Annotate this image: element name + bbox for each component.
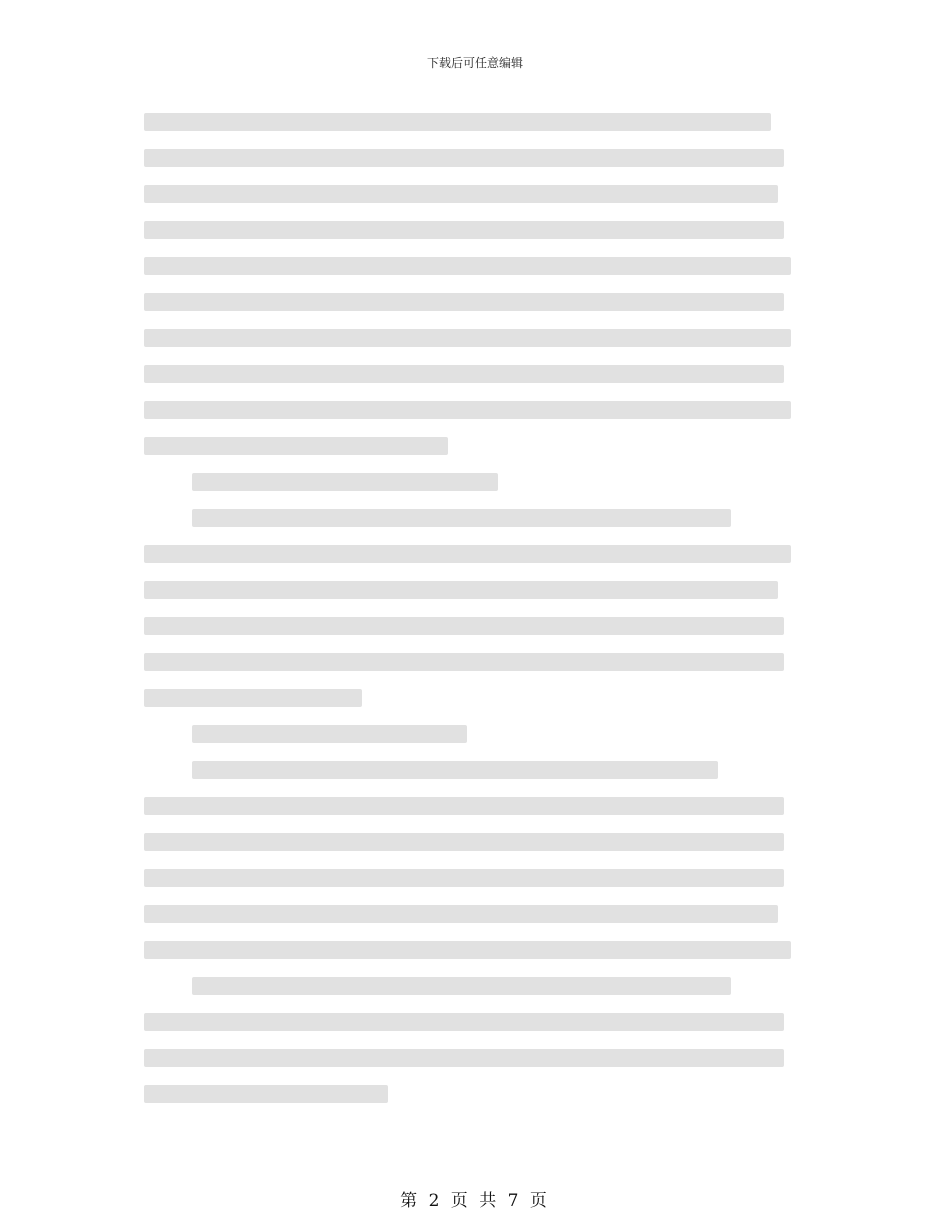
- text-line: [144, 212, 804, 248]
- text-line: [144, 1076, 804, 1112]
- text-line: [144, 392, 804, 428]
- page-footer: 第 2 页 共 7 页: [400, 1191, 550, 1211]
- text-line: [144, 176, 804, 212]
- text-line: [144, 932, 804, 968]
- text-line: [144, 536, 804, 572]
- page-header: 下载后可任意编辑: [426, 56, 523, 70]
- text-line: [144, 968, 804, 1004]
- text-line: [144, 608, 804, 644]
- text-line: [144, 1040, 804, 1076]
- text-line: [144, 500, 804, 536]
- text-line: [144, 572, 804, 608]
- text-line: [144, 104, 804, 140]
- text-line: [144, 356, 804, 392]
- text-line: [144, 1004, 804, 1040]
- text-line: [144, 284, 804, 320]
- text-line: [144, 644, 804, 680]
- text-line: [144, 248, 804, 284]
- section-heading: [144, 464, 804, 500]
- text-line: [144, 428, 804, 464]
- text-line: [144, 320, 804, 356]
- text-line: [144, 680, 804, 716]
- text-line: [144, 860, 804, 896]
- text-line: [144, 824, 804, 860]
- text-line: [144, 140, 804, 176]
- text-line: [144, 788, 804, 824]
- body-text: [144, 104, 804, 1112]
- text-line: [144, 896, 804, 932]
- text-line: [144, 752, 804, 788]
- section-heading: [144, 716, 804, 752]
